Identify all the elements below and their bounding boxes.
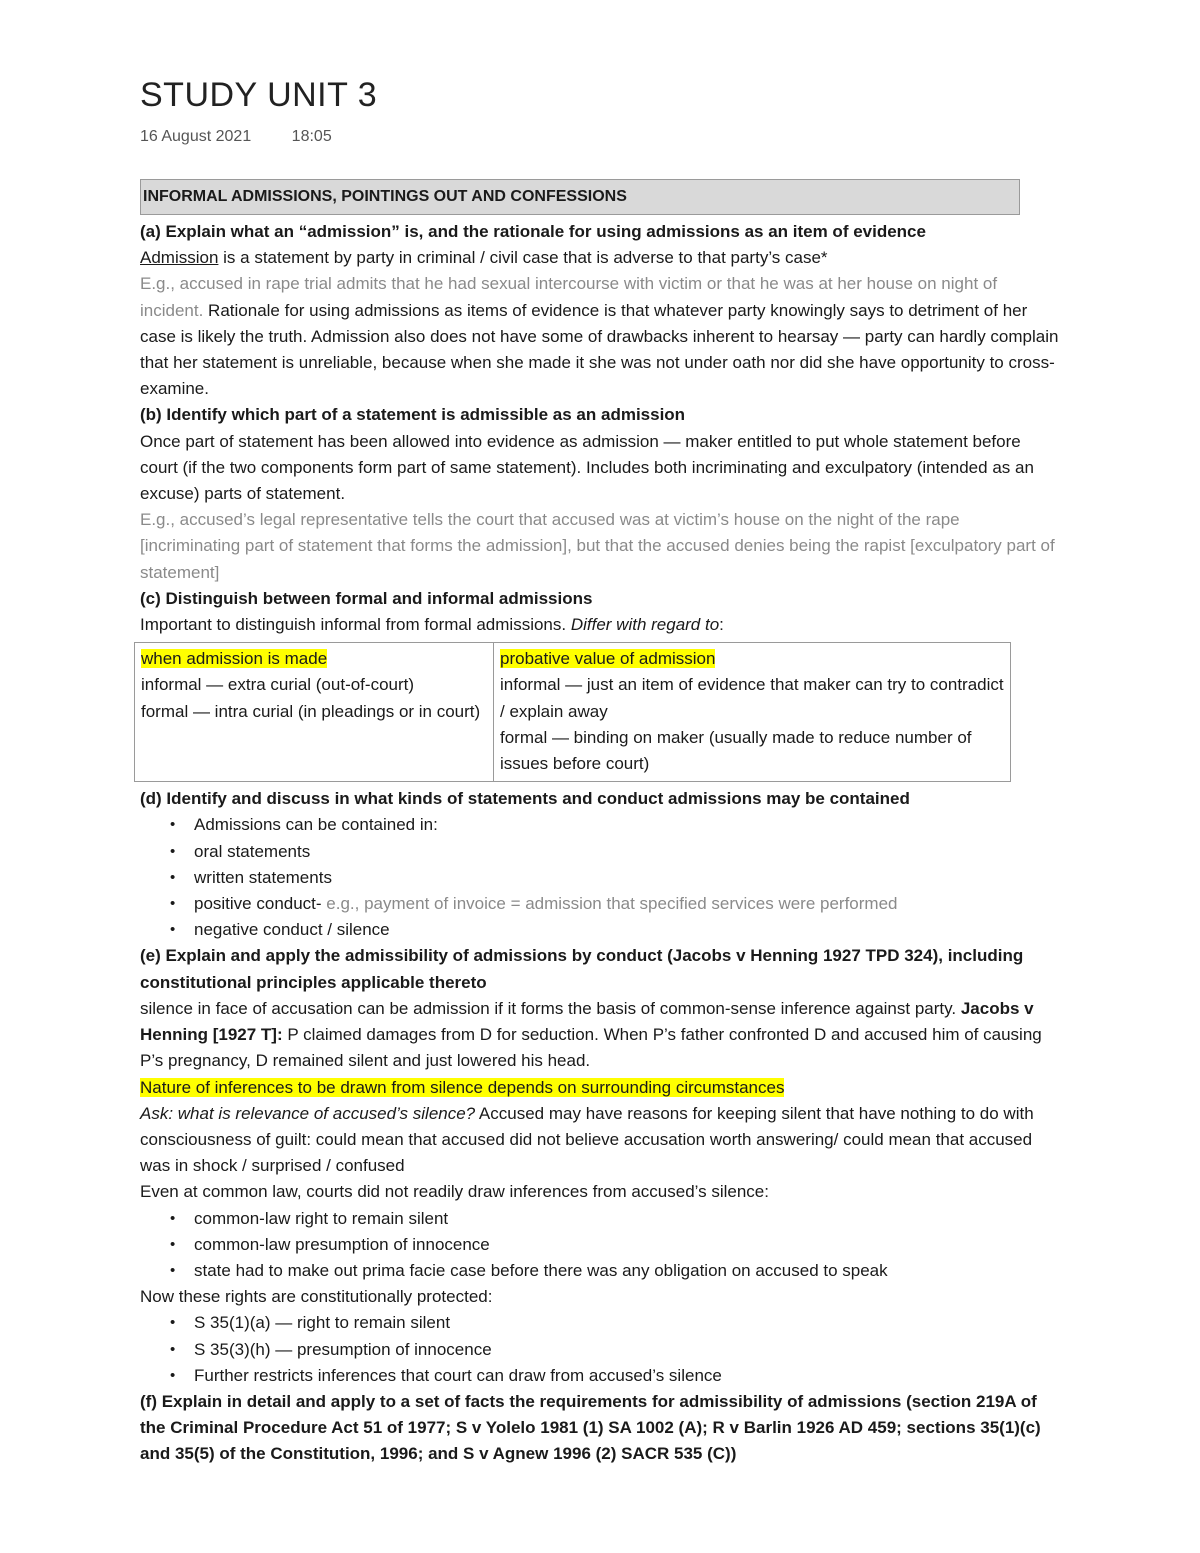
intro-italic: Differ with regard to [570, 615, 720, 635]
question-c: (c) Distinguish between formal and informal admissions [140, 588, 593, 608]
list-item [170, 1258, 1060, 1284]
list-item [170, 1310, 1060, 1336]
when-formal: formal — intra curial (in pleadings or in court) [141, 701, 481, 721]
intro-colon: : [719, 615, 724, 635]
list-item-text: negative conduct / silence [194, 920, 390, 940]
list-item [170, 865, 1060, 891]
comparison-table [134, 642, 1011, 782]
probative-formal: formal — binding on maker (usually made to reduce number of issues before court) [500, 727, 972, 774]
list-item-text: state had to make out prima facie case before there was any obligation on accused to speak [194, 1260, 888, 1280]
note-timestamp [140, 128, 332, 146]
constitutional-list [140, 1310, 1060, 1389]
case-facts: P claimed damages from D for seduction. When P’s father confronted D and accused him of causing P’s pregnancy, D remained silent and just lowered his head. [140, 1025, 1042, 1071]
when-informal: informal — extra curial (out-of-court) [141, 675, 415, 695]
question-d: (d) Identify and discuss in what kinds of statements and conduct admissions may be contained [140, 789, 910, 809]
silence-text: silence in face of accusation can be admission if it forms the basis of common-sense inference against party. [140, 998, 961, 1018]
admission-kinds-list [140, 812, 1060, 943]
when-heading: when admission is made [141, 649, 328, 669]
bullet-icon: • [170, 842, 176, 860]
note-date: 16 August 2021 [140, 128, 252, 145]
example-b: E.g., accused’s legal representative tells the court that accused was at victim’s house on the night of the rape [incriminating part of statement that forms the admission], but that the accused denies being the rapist [exculpatory part of statement] [140, 510, 1055, 582]
answer-e-para1 [140, 996, 1060, 1075]
probative-heading: probative value of admission [500, 649, 716, 669]
list-item-text: Further restricts inferences that court can draw from accused’s silence [194, 1365, 722, 1385]
list-item-text: S 35(1)(a) — right to remain silent [194, 1313, 451, 1333]
question-a: (a) Explain what an “admission” is, and the rationale for using admissions as an item of evidence [140, 222, 926, 241]
bullet-icon: • [170, 1314, 176, 1332]
list-item [170, 1232, 1060, 1258]
list-item-text: Admissions can be contained in: [194, 815, 438, 835]
positive-conduct-example: e.g., payment of invoice = admission that specified services were performed [326, 894, 898, 914]
highlighted-text: Nature of inferences to be drawn from silence depends on surrounding circumstances [140, 1077, 785, 1097]
ask-question: Ask: what is relevance of accused’s silence? [140, 1103, 476, 1123]
answer-e-para3: Even at common law, courts did not readily draw inferences from accused’s silence: [140, 1182, 769, 1202]
list-item [170, 1337, 1060, 1363]
bullet-icon: • [170, 1235, 176, 1253]
bullet-icon: • [170, 921, 176, 939]
admission-def-text: is a statement by party in criminal / civil case that is adverse to that party’s case* [218, 248, 828, 268]
bullet-icon: • [170, 1340, 176, 1358]
example-a: E.g., accused in rape trial admits that he had sexual intercourse with victim or that he was at her house on night of incident. [140, 274, 998, 320]
list-item [170, 891, 1060, 917]
list-item [170, 1363, 1060, 1389]
case-name: Jacobs v Henning [1927 T]: [140, 998, 1034, 1045]
bullet-icon: • [170, 1261, 176, 1279]
answer-b: Once part of statement has been allowed into evidence as admission — maker entitled to put whole statement before court (if the two components form part of same statement). Includes both incriminating and exculpatory (intended as an excuse) parts of statement. [140, 431, 1034, 504]
note-time: 18:05 [291, 128, 332, 145]
section-heading: INFORMAL ADMISSIONS, POINTINGS OUT AND CONFESSIONS [140, 179, 1020, 215]
admission-definition [140, 245, 1060, 271]
common-law-list [140, 1206, 1060, 1285]
note-body [140, 179, 1060, 1468]
answer-c-intro [140, 612, 1060, 638]
ask-answer: Accused may have reasons for keeping silent that have nothing to do with consciousness of guilt: could mean that accused did not believe accusation worth answering/ could mean that accused was in shock / surprised / confused [140, 1103, 1034, 1176]
list-item-text: positive conduct- [194, 894, 327, 914]
list-item [170, 839, 1060, 865]
list-item-text: common-law right to remain silent [194, 1208, 449, 1228]
list-item-text: oral statements [194, 841, 311, 861]
answer-e-para2 [140, 1101, 1060, 1180]
bullet-icon: • [170, 895, 176, 913]
bullet-icon: • [170, 1209, 176, 1227]
answer-e-highlight [140, 1075, 1060, 1101]
table-row [135, 643, 1011, 782]
intro-text: Important to distinguish informal from formal admissions. [140, 615, 571, 635]
question-f: (f) Explain in detail and apply to a set of facts the requirements for admissibility of admissions (section 219A of the Criminal Procedure Act 51 of 1977; S v Yolelo 1981 (1) SA 1002 (A); R v Barlin 1926 AD 459; sections 35(1)(c) and 35(5) of the Constitution, 1996; and S v Agnew 1996 (2) SACR 535 (C)) [140, 1391, 1041, 1464]
list-item [170, 812, 1060, 838]
list-item [170, 1206, 1060, 1232]
list-item-text: S 35(3)(h) — presumption of innocence [194, 1339, 492, 1359]
rationale-paragraph [140, 271, 1060, 402]
bullet-icon: • [170, 816, 176, 834]
question-e: (e) Explain and apply the admissibility of admissions by conduct (Jacobs v Henning 1927 TPD 324), including constitutional principles applicable thereto [140, 946, 1024, 992]
answer-e-para4: Now these rights are constitutionally protected: [140, 1287, 493, 1307]
bullet-icon: • [170, 1366, 176, 1384]
bullet-icon: • [170, 868, 176, 886]
table-cell-when [135, 643, 494, 782]
list-item-text: written statements [194, 867, 332, 887]
page-title: STUDY UNIT 3 [140, 76, 378, 114]
probative-informal: informal — just an item of evidence that maker can try to contradict / explain away [500, 675, 1004, 721]
list-item-text: common-law presumption of innocence [194, 1234, 490, 1254]
table-cell-probative [494, 643, 1011, 782]
list-item [170, 917, 1060, 943]
admission-term: Admission [140, 248, 219, 268]
question-b: (b) Identify which part of a statement is admissible as an admission [140, 405, 686, 425]
rationale-text: Rationale for using admissions as items of evidence is that whatever party knowingly says to detriment of her case is likely the truth. Admission also does not have some of drawbacks inherent to hearsay — party can hardly complain that her statement is unreliable, because when she made it she was not under oath nor did she have opportunity to cross-examine. [140, 300, 1059, 399]
